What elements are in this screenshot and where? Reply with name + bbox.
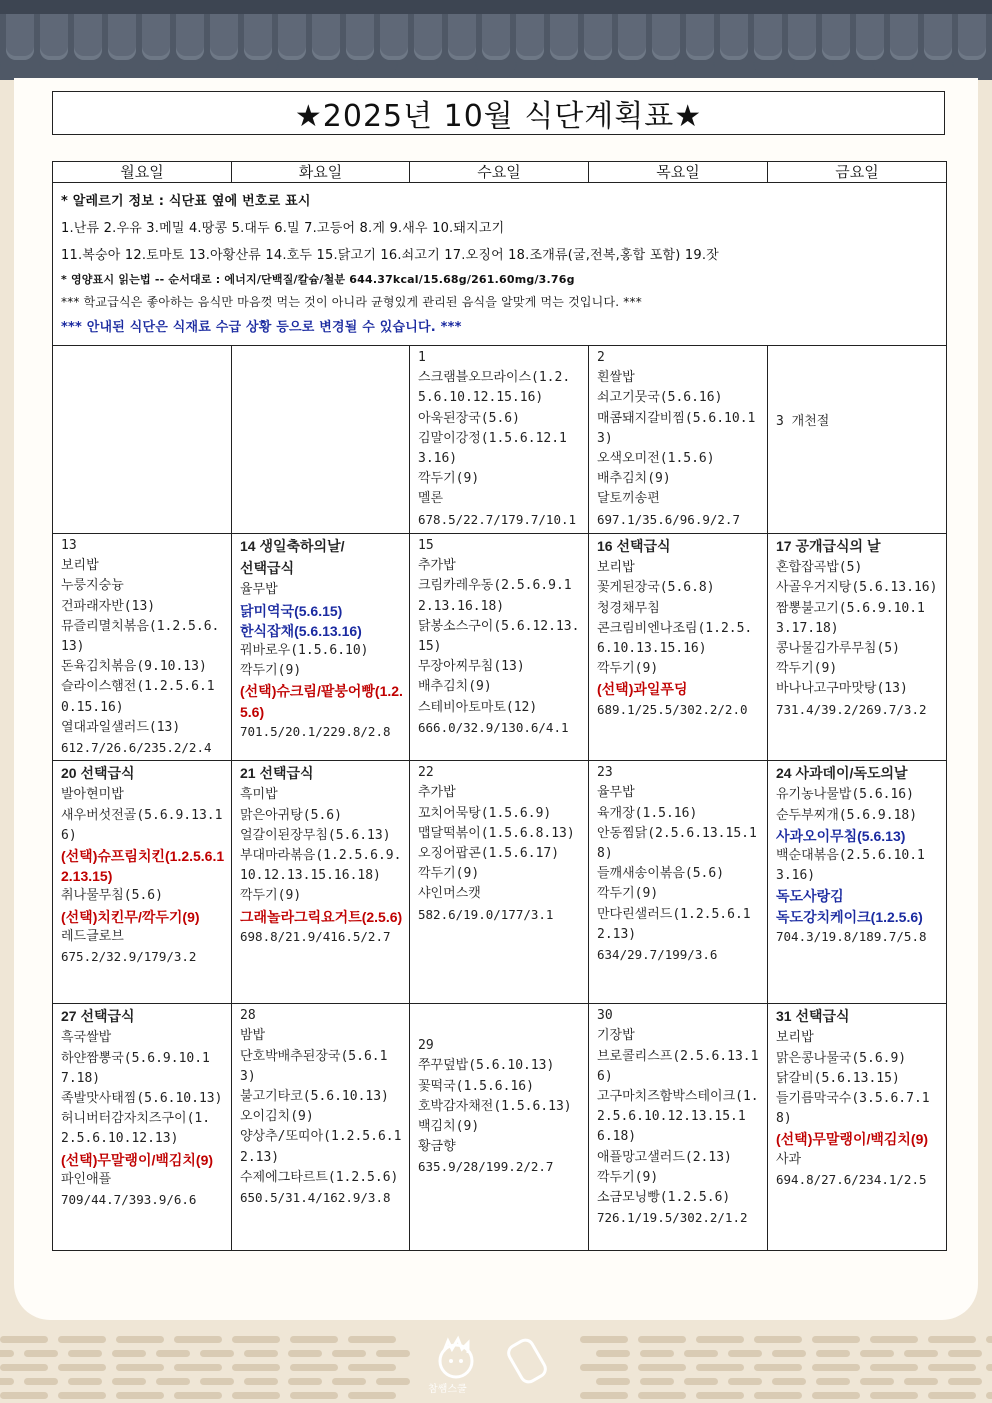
nutrition-value: 704.3/19.8/189.7/5.8 — [776, 928, 927, 944]
week-row — [53, 534, 947, 761]
menu-item: 깍두기(9) — [240, 888, 302, 904]
menu-item: 23 — [597, 765, 613, 781]
menu-item: 배추김치(9) — [418, 679, 492, 695]
menu-item: 오색오미전(1.5.6) — [597, 451, 715, 467]
menu-item: 짬뽕불고기(5.6.9.10.13.17.18) — [776, 600, 925, 636]
nutrition-value: 635.9/28/199.2/2.7 — [418, 1159, 554, 1175]
weekday-header: 수요일 — [410, 162, 589, 183]
menu-item: 밤밥 — [240, 1028, 266, 1044]
menu-item: 크림카레우동(2.5.6.9.12.13.16.18) — [418, 578, 572, 614]
menu-item: 기장밥 — [597, 1028, 635, 1044]
weekday-header-row — [53, 162, 947, 183]
nutrition-value: 731.4/39.2/269.7/3.2 — [776, 701, 927, 717]
menu-item: 무장아찌무침(13) — [418, 659, 525, 675]
menu-item: 흑미밥 — [240, 787, 278, 803]
menu-item: 멜론 — [418, 491, 444, 507]
meal-plan-table — [52, 161, 947, 1251]
day-menu — [768, 1004, 946, 1192]
day-heading — [61, 1006, 225, 1028]
day-menu — [410, 346, 588, 532]
day-menu — [589, 534, 767, 722]
menu-item: 육개장(1.5.16) — [597, 805, 698, 821]
menu-item: 청경채무침 — [597, 600, 660, 616]
menu-item: 바나나고구마맛탕(13) — [776, 681, 908, 697]
day-menu — [53, 761, 231, 969]
menu-item: 사골우거지탕(5.6.13.16) — [776, 580, 938, 596]
menu-item: 깍두기(9) — [418, 866, 480, 882]
menu-item: 보리밥 — [597, 560, 635, 576]
menu-item: 백김치(9) — [418, 1119, 480, 1135]
day-cell — [53, 761, 232, 1004]
nutrition-value: 678.5/22.7/179.7/10.1 — [418, 511, 577, 527]
menu-item: 독도사랑김 — [776, 888, 844, 905]
day-heading — [240, 536, 403, 558]
menu-item: 오징어팝콘(1.5.6.17) — [418, 846, 560, 862]
day-cell — [589, 346, 768, 534]
menu-item: 깍두기(9) — [597, 886, 659, 902]
menu-item: 아욱된장국(5.6) — [418, 410, 520, 426]
menu-item: 부대마라볶음(1.2.5.6.9.10.12.13.15.16.18) — [240, 848, 402, 884]
week-row — [53, 761, 947, 1004]
day-menu — [410, 761, 588, 927]
nutrition-value: 709/44.7/393.9/6.6 — [61, 1192, 197, 1208]
info-row — [53, 183, 947, 346]
day-menu — [53, 1004, 231, 1212]
nutrition-value: 726.1/19.5/302.2/1.2 — [597, 1210, 748, 1226]
nutrition-value: 675.2/32.9/179/3.2 — [61, 949, 197, 965]
menu-item: 추가밥 — [418, 785, 456, 801]
menu-item: 흑국쌀밥 — [61, 1030, 112, 1046]
day-heading — [240, 763, 403, 785]
page-title: ★2025년 10월 식단계획표★ — [52, 91, 945, 135]
nutrition-value: 694.8/27.6/234.1/2.5 — [776, 1171, 927, 1187]
day-heading-text: 31 선택급식 — [776, 1008, 850, 1025]
nutrition-value: 697.1/35.6/96.9/2.7 — [597, 511, 740, 527]
day-heading — [61, 763, 225, 785]
menu-item: 소금모닝빵(1.2.5.6) — [597, 1190, 731, 1206]
menu-item: 보리밥 — [776, 1030, 814, 1046]
day-cell — [410, 761, 589, 1004]
menu-item: 닭갈비(5.6.13.15) — [776, 1070, 900, 1086]
notice-text: *** 안내된 식단은 식재료 수급 상황 등으로 변경될 수 있습니다. *** — [61, 320, 462, 335]
day-menu — [232, 346, 409, 350]
menu-item: (선택)과일푸딩 — [597, 681, 688, 698]
menu-item: 단호박배추된장국(5.6.13) — [240, 1048, 388, 1084]
weekday-header: 화요일 — [232, 162, 410, 183]
day-cell — [768, 534, 947, 761]
menu-item: 유기농나물밥(5.6.16) — [776, 787, 914, 803]
day-heading-text: 27 선택급식 — [61, 1008, 135, 1025]
menu-item: 뮤즐리멸치볶음(1.2.5.6.13) — [61, 618, 220, 655]
menu-item: 29 — [418, 1038, 434, 1054]
info-panel — [53, 183, 947, 346]
day-heading — [776, 763, 940, 785]
nutrition-value: 698.8/21.9/416.5/2.7 — [240, 928, 391, 944]
menu-item: 2 — [597, 350, 605, 365]
menu-item: 보리밥 — [61, 558, 99, 574]
day-heading — [597, 536, 761, 558]
day-menu — [589, 346, 767, 532]
menu-item: 순두부찌개(5.6.9.18) — [776, 807, 918, 823]
nutrition-value: 634/29.7/199/3.6 — [597, 947, 718, 963]
menu-item: 28 — [240, 1008, 256, 1024]
day-heading — [776, 536, 940, 558]
day-heading-text: 24 사과데이/독도의날 — [776, 765, 908, 782]
weekday-header: 목요일 — [589, 162, 768, 183]
menu-item: 호박감자채전(1.5.6.13) — [418, 1098, 572, 1114]
menu-item: 맑은콩나물국(5.6.9) — [776, 1050, 907, 1066]
day-menu — [53, 346, 231, 350]
menu-item: 배추김치(9) — [597, 471, 671, 487]
menu-item: 스크램블오므라이스(1.2.5.6.10.12.15.16) — [418, 370, 571, 406]
nutrition-value: 612.7/26.6/235.2/2.4 — [61, 740, 212, 756]
menu-item: 추가밥 — [418, 558, 456, 574]
allergy-heading: * 알레르기 정보 : 식단표 옆에 번호로 표시 — [61, 194, 311, 209]
day-cell — [232, 346, 410, 534]
nutrition-value: 666.0/32.9/130.6/4.1 — [418, 719, 569, 735]
menu-item: 돈육김치볶음(9.10.13) — [61, 659, 207, 675]
day-cell — [410, 534, 589, 761]
day-cell — [53, 534, 232, 761]
day-menu — [589, 761, 767, 967]
menu-item: 열대과일샐러드(13) — [61, 719, 181, 735]
day-menu — [768, 346, 946, 434]
day-menu — [768, 761, 946, 949]
menu-item: 새우버섯전골(5.6.9.13.16) — [61, 807, 223, 843]
allergy-list-line2: 11.복숭아 12.토마토 13.아황산류 14.호두 15.닭고기 16.쇠고기 17.오징어 18.조개류(굴,전복,홍합 포함) 19.잣 — [61, 248, 719, 263]
menu-item: 취나물무침(5.6) — [61, 888, 163, 904]
allergy-list-line1: 1.난류 2.우유 3.메밀 4.땅콩 5.대두 6.밀 7.고등어 8.게 9.새우 10.돼지고기 — [61, 221, 505, 236]
day-cell — [53, 1004, 232, 1251]
menu-item: 닭봉소스구이(5.6.12.13.15) — [418, 618, 580, 655]
menu-item: 깍두기(9) — [418, 471, 480, 487]
nutrition-value: 582.6/19.0/177/3.1 — [418, 906, 554, 922]
menu-item: 만다린샐러드(1.2.5.6.12.13) — [597, 906, 751, 942]
menu-item: 샤인머스캣 — [418, 886, 481, 902]
day-cell — [589, 761, 768, 1004]
menu-item: 사과 — [776, 1151, 802, 1167]
menu-item: 3 개천절 — [776, 414, 830, 429]
day-menu — [232, 1004, 409, 1210]
menu-item: 콘크림비엔나조림(1.2.5.6.10.13.15.16) — [597, 620, 753, 657]
menu-item: 발아현미밥 — [61, 787, 124, 803]
day-cell — [410, 346, 589, 534]
menu-item: (선택)무말랭이/백김치(9) — [61, 1151, 214, 1168]
nutrition-value: 701.5/20.1/229.8/2.8 — [240, 723, 391, 739]
menu-item: 22 — [418, 765, 434, 781]
menu-item: 13 — [61, 538, 77, 553]
menu-item: 닭미역국(5.6.15) — [240, 602, 343, 619]
day-cell — [768, 761, 947, 1004]
school-logo-icon — [418, 1335, 558, 1395]
menu-item: 꿔바로우(1.5.6.10) — [240, 643, 369, 659]
menu-item: 한식잡채(5.6.13.16) — [240, 622, 362, 639]
menu-item: 백순대볶음(2.5.6.10.13.16) — [776, 848, 925, 884]
menu-item: (선택)슈크림/팥붕어빵(1.2.5.6) — [240, 683, 403, 720]
day-cell — [53, 346, 232, 534]
nutrition-guide: * 영양표시 읽는법 -- 순서대로 : 에너지/단백질/칼슘/철분 644.37kcal/15.68g/261.60mg/3.76g — [61, 273, 575, 286]
menu-item: 달토끼송편 — [597, 491, 660, 507]
day-cell — [589, 534, 768, 761]
menu-item: 쭈꾸덮밥(5.6.10.13) — [418, 1058, 555, 1074]
day-heading-text: 선택급식 — [240, 560, 295, 577]
menu-item: 얼갈이된장무침(5.6.13) — [240, 827, 391, 843]
day-menu — [53, 534, 231, 760]
menu-item: 꽃게된장국(5.6.8) — [597, 580, 715, 596]
day-cell — [410, 1004, 589, 1251]
menu-item: 깍두기(9) — [597, 1169, 659, 1185]
menu-item: 독도강치케이크(1.2.5.6) — [776, 908, 923, 925]
menu-item: 15 — [418, 538, 434, 553]
day-cell — [768, 346, 947, 534]
menu-item: 스테비아토마토(12) — [418, 699, 538, 715]
day-cell — [768, 1004, 947, 1251]
menu-item: 레드글로브 — [61, 928, 124, 944]
day-menu — [410, 534, 588, 740]
weekday-header: 월요일 — [53, 162, 232, 183]
day-heading — [776, 1006, 940, 1028]
menu-item: 율무밥 — [597, 785, 635, 801]
menu-item: 하얀짬뽕국(5.6.9.10.17.18) — [61, 1050, 210, 1086]
day-cell — [232, 534, 410, 761]
menu-item: 깍두기(9) — [597, 661, 659, 677]
menu-item: 족발맛사태찜(5.6.10.13) — [61, 1091, 223, 1107]
menu-item: 꽃떡국(1.5.6.16) — [418, 1078, 534, 1094]
day-heading-text: 16 선택급식 — [597, 538, 671, 554]
menu-item: 깍두기(9) — [240, 663, 302, 679]
menu-item: 불고기타코(5.6.10.13) — [240, 1089, 389, 1105]
day-menu — [232, 761, 409, 949]
menu-item: 양상추/또띠아(1.2.5.6.12.13) — [240, 1129, 402, 1165]
menu-item: (선택)슈프림치킨(1.2.5.6.12.13.15) — [61, 848, 225, 885]
menu-item: 그래놀라그릭요거트(2.5.6) — [240, 908, 403, 925]
day-menu — [589, 1004, 767, 1230]
menu-item: 황금향 — [418, 1139, 456, 1155]
menu-item: 파인애플 — [61, 1171, 112, 1187]
menu-item: 들기름막국수(3.5.6.7.18) — [776, 1091, 930, 1127]
menu-item: 율무밥 — [240, 582, 278, 598]
menu-item: 꼬치어묵탕(1.5.6.9) — [418, 805, 552, 821]
menu-item: 혼합잡곡밥(5) — [776, 560, 863, 576]
menu-item: 들깨새송이볶음(5.6) — [597, 866, 725, 882]
day-heading — [240, 558, 403, 580]
menu-item: 고구마치즈함박스테이크(1.2.5.6.10.12.13.15.16.18) — [597, 1089, 759, 1145]
menu-item: 허니버터감자치즈구이(1.2.5.6.10.12.13) — [61, 1111, 211, 1147]
menu-item: 맵달떡볶이(1.5.6.8.13) — [418, 825, 575, 841]
day-cell — [232, 1004, 410, 1251]
menu-item: 30 — [597, 1008, 613, 1024]
day-cell — [232, 761, 410, 1004]
day-heading-text: 17 공개급식의 날 — [776, 538, 881, 554]
day-cell — [589, 1004, 768, 1251]
day-heading-text: 21 선택급식 — [240, 765, 314, 782]
menu-item: 사과오이무침(5.6.13) — [776, 827, 906, 844]
menu-item: 매콤돼지갈비찜(5.6.10.13) — [597, 410, 756, 446]
nutrition-value: 689.1/25.5/302.2/2.0 — [597, 701, 748, 717]
menu-item: (선택)무말랭이/백김치(9) — [776, 1131, 929, 1148]
menu-item: 1 — [418, 350, 426, 365]
menu-item: 깍두기(9) — [776, 661, 838, 677]
day-heading-text: 14 생일축하의날/ — [240, 538, 345, 554]
menu-item: 건파래자반(13) — [61, 598, 156, 614]
menu-item: (선택)치킨무/깍두기(9) — [61, 908, 200, 925]
nutrition-value: 650.5/31.4/162.9/3.8 — [240, 1190, 391, 1206]
day-menu — [768, 534, 946, 722]
week-row — [53, 1004, 947, 1251]
menu-item: 콩나물김가루무침(5) — [776, 641, 900, 657]
week-row — [53, 346, 947, 534]
day-menu — [232, 534, 409, 744]
menu-item: 흰쌀밥 — [597, 370, 635, 386]
menu-item: 안동찜닭(2.5.6.13.15.18) — [597, 825, 757, 862]
menu-item: 오이김치(9) — [240, 1109, 314, 1125]
menu-item: 누룽지숭늉 — [61, 578, 124, 594]
menu-item: 쇠고기뭇국(5.6.16) — [597, 390, 723, 406]
roof-decoration — [0, 0, 992, 80]
menu-item: 김말이강정(1.5.6.12.13.16) — [418, 430, 567, 467]
menu-item: 브로콜리스프(2.5.6.13.16) — [597, 1048, 759, 1084]
day-menu — [410, 1004, 588, 1179]
menu-item: 슬라이스햄전(1.2.5.6.10.15.16) — [61, 679, 215, 715]
menu-item: 맑은아귀탕(5.6) — [240, 807, 342, 823]
day-heading-text: 20 선택급식 — [61, 765, 135, 782]
principle-text: *** 학교급식은 좋아하는 음식만 마음껏 먹는 것이 아니라 균형있게 관리된 음식을 알맞게 먹는 것입니다. *** — [61, 295, 642, 309]
menu-item: 애플망고샐러드(2.13) — [597, 1149, 732, 1165]
logo-text: 참쌤스쿨 — [428, 1384, 467, 1395]
menu-item: 수제에그타르트(1.2.5.6) — [240, 1169, 399, 1185]
weekday-header: 금요일 — [768, 162, 947, 183]
